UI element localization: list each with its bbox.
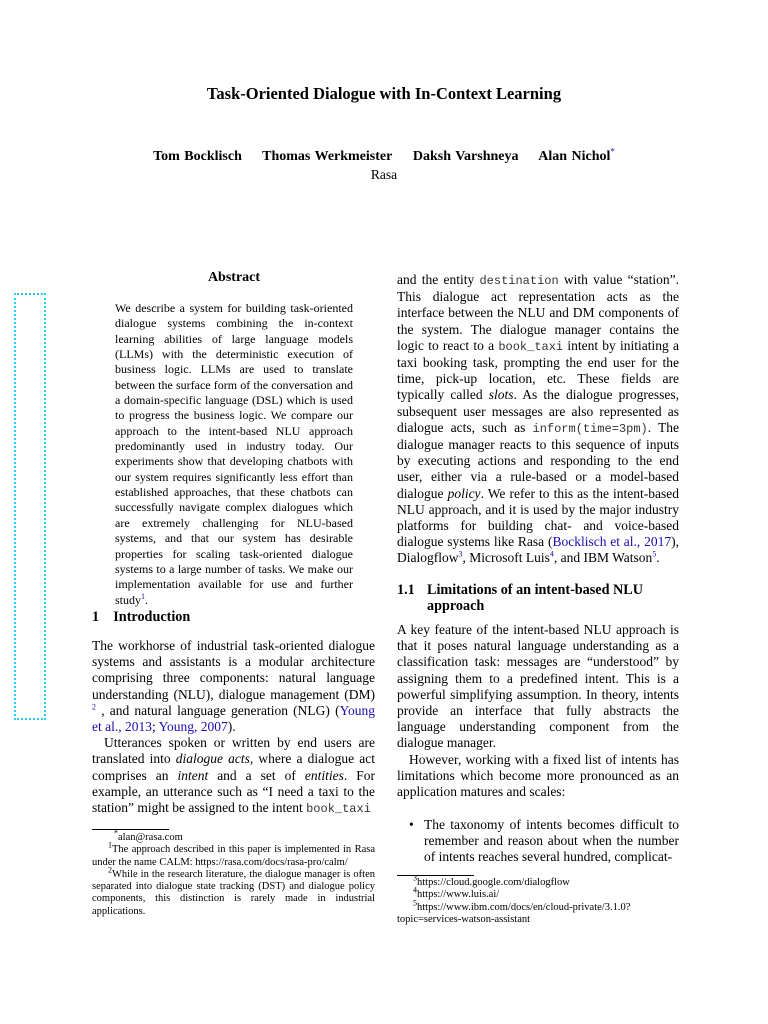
code-token: book_taxi [306, 802, 371, 817]
footnote-link[interactable]: https://cloud.google.com/dialogflow [417, 877, 570, 888]
footnote-mark: 5 [413, 898, 417, 908]
footnote [92, 828, 375, 844]
abstract-body [115, 301, 353, 608]
right-column-text [397, 622, 679, 800]
paragraph: A key feature of the intent-based NLU approach is that it poses natural language understanding as a classification task: messages are “understood” by assigning them to a predefined intent. This is a powerful simplifying assumption. In theory, intents provide an interface that fully abstracts the language understanding component from the dialogue manager. [397, 622, 679, 751]
paper-title: Task-Oriented Dialogue with In-Context Learning [206, 84, 562, 103]
affiliation: Rasa [370, 167, 398, 182]
right-column-paragraph-1 [397, 272, 679, 567]
list-item [397, 817, 679, 866]
footnote [397, 873, 679, 889]
footnote-mark: * [114, 828, 118, 838]
text: with value “station”. This dialogue act representation acts as the interface between the NLU and DM components of the system. The dialogue manager contains the logic to react to a [397, 272, 680, 353]
text: . We refer to this as the intent-based NLU approach, and it is used by the major industry platforms for building chat- and voice-based dialogue systems like Rasa ( [397, 485, 679, 550]
footnote [397, 898, 679, 927]
author-name: Daksh Varshneya [412, 149, 519, 164]
abstract-end: . [145, 592, 149, 607]
footnote-link[interactable]: https://www.luis.ai/ [417, 889, 500, 901]
paragraph [397, 272, 679, 567]
text: ), Dialogflow [397, 534, 679, 566]
code-token: inform(time=3pm) [532, 421, 648, 436]
footnote-mark: 2 [108, 865, 112, 875]
text: , and natural language generation (NLG) ( [96, 702, 340, 718]
paragraph: However, working with a fixed list of intents has limitations which become more pronounced as an application matures and scales: [397, 751, 679, 800]
bullet-list [397, 817, 679, 866]
emphasis: intent [177, 767, 209, 783]
subsection-heading [397, 582, 679, 614]
text: . [656, 550, 660, 566]
limitations-list [397, 817, 679, 866]
author-name: Thomas Werkmeister [262, 149, 393, 164]
code-token: destination [479, 274, 559, 288]
footnote [92, 865, 375, 918]
text: , and IBM Watson [553, 550, 653, 566]
footnote-ref[interactable]: 1 [141, 591, 146, 601]
footnote-ref[interactable]: 4 [549, 549, 554, 559]
author-name: Tom Bocklisch [153, 149, 242, 164]
emphasis: entities [304, 767, 344, 783]
footnote-ref[interactable]: 3 [458, 549, 463, 559]
abstract-text: We describe a system for building task-oriented dialogue systems combining the in-context learning abilities of large language models (LLMs) with the deterministic execution of business logic. LLMs are used to translate between the surface form of the conversation and a domain-specific language (DSL) which is used to progress the business logic. We compare our approach to the intent-based NLU approach predominantly used in industry today. Our experiments show that developing chatbots with our system requires significantly less effort than established approaches, that these chatbots can successfully navigate complex dialogues which are extremely challenging for NLU-based systems, and that our system has desirable properties for scaling task-oriented dialogue systems to a large number of tasks. We make our implementation available for use and further study [115, 301, 353, 607]
citation-link[interactable]: Young et al., 2013 [92, 702, 375, 735]
citation-link[interactable]: Bocklisch et al., 2017 [552, 534, 672, 550]
text: intent by initiating a taxi booking task, prompting the end user for the time, pick-up location, etc. These fields are typically called [397, 337, 679, 403]
text: . As the dialogue progresses, subsequent user messages are also represented as dialogue acts, such as [397, 387, 679, 435]
text: ). [227, 719, 236, 735]
text: and a set of [208, 767, 305, 783]
code-token: book_taxi [498, 339, 564, 354]
footnote [92, 840, 375, 869]
text: and the entity [397, 272, 480, 287]
list-item-text: The taxonomy of intents becomes difficult to remember and reason about when the number of intents reaches several hundred, complicat- [424, 817, 679, 865]
emphasis: slots [488, 387, 514, 403]
footnote-text: The approach described in this paper is implemented in Rasa under the name CALM: https://rasa.com/docs/rasa-pro/calm/ [92, 844, 375, 868]
author-name: Alan Nichol [538, 149, 611, 164]
text: , Microsoft Luis [462, 550, 550, 566]
emphasis: dialogue acts [175, 751, 250, 767]
intro-text [92, 638, 375, 817]
footnote-ref[interactable]: 2 [92, 702, 96, 712]
footnotes-left [92, 828, 375, 918]
footnote-link[interactable]: https://www.ibm.com/docs/en/cloud-private/3.1.0?topic=services-watson-assistant [397, 901, 631, 925]
footnote-mark: 4 [413, 885, 417, 895]
text: ; [152, 719, 159, 735]
section-heading-introduction: 1 Introduction [92, 609, 191, 625]
footnote-text: alan@rasa.com [118, 832, 183, 843]
intro-paragraph-1 [92, 638, 375, 735]
footnote-mark: 1 [108, 840, 112, 850]
author-list [0, 146, 768, 165]
text: The workhorse of industrial task-oriented dialogue systems and assistants is a modular architecture comprising three components: natural language understanding (NLU), dialogue management (DM) [92, 638, 375, 702]
text: , where a dialogue act comprises an [92, 751, 375, 783]
emphasis: policy [447, 485, 481, 501]
selection-marker [14, 293, 46, 720]
footnotes-right [397, 873, 679, 926]
footnote-mark: 3 [413, 873, 417, 883]
author-footnote-mark[interactable]: * [610, 146, 615, 157]
subsection-number: 1.1 [397, 582, 415, 598]
text: . The dialogue manager reacts to this sequence of inputs by executing actions and responding to the end user, either via a rule-based or a model-based dialogue [397, 419, 680, 501]
abstract-heading: Abstract [207, 270, 261, 285]
bullet-icon: • [409, 817, 414, 832]
footnote-rule [397, 875, 474, 876]
footnote-text: While in the research literature, the dialogue manager is often separated into dialogue state tracking (DST) and dialogue policy components, this distinction is rarely made in industrial applications. [92, 868, 375, 917]
text: . For example, an utterance such as “I need a taxi to the station” might be assigned to the intent [92, 767, 375, 816]
text: Utterances spoken or written by end users are translated into [92, 735, 375, 767]
citation-link[interactable]: Young, 2007 [158, 719, 228, 735]
footnote-ref[interactable]: 5 [652, 549, 657, 559]
footnote-rule [92, 829, 169, 830]
intro-paragraph-2 [92, 735, 375, 817]
subsection-title: Limitations of an intent-based NLU approach [427, 582, 643, 615]
footnote [397, 885, 679, 901]
